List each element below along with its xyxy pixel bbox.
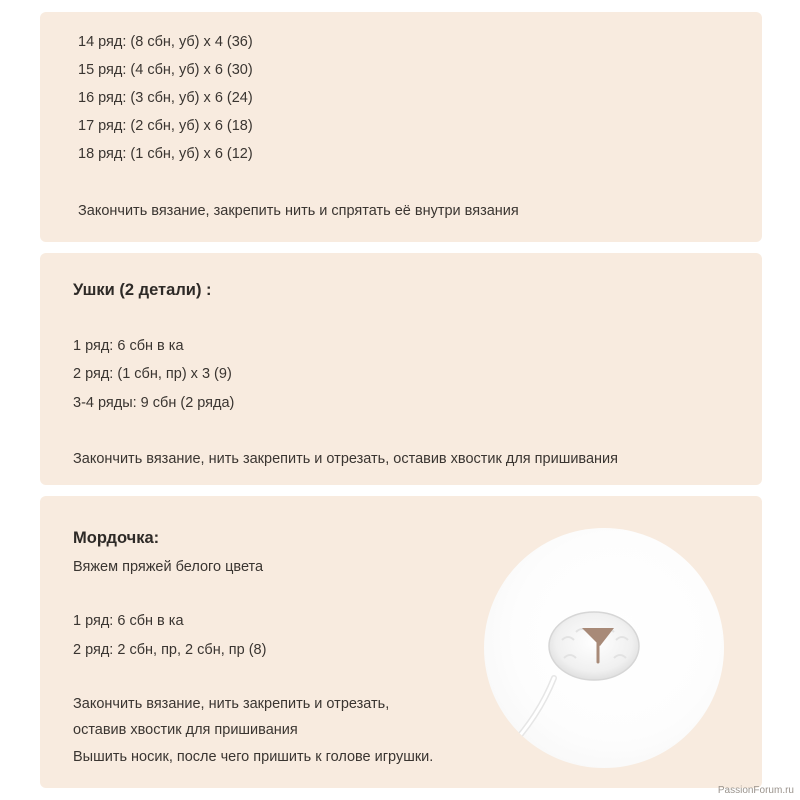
muzzle-photo [484, 528, 724, 768]
section-title-ears: Ушки (2 детали) : [73, 281, 212, 299]
row-line: 16 ряд: (3 сбн, уб) х 6 (24) [78, 90, 253, 106]
row-line: 17 ряд: (2 сбн, уб) х 6 (18) [78, 118, 253, 134]
row-line: 2 ряд: 2 сбн, пр, 2 сбн, пр (8) [73, 642, 267, 658]
finish-instruction: Закончить вязание, нить закрепить и отрезать, оставив хвостик для пришивания [73, 451, 618, 467]
finish-instruction: Закончить вязание, нить закрепить и отрезать, [73, 696, 390, 712]
row-line: 15 ряд: (4 сбн, уб) х 6 (30) [78, 62, 253, 78]
row-line: 14 ряд: (8 сбн, уб) х 4 (36) [78, 34, 253, 50]
row-line: 1 ряд: 6 сбн в ка [73, 338, 184, 354]
row-line: 3-4 ряды: 9 сбн (2 ряда) [73, 395, 235, 411]
row-line: 1 ряд: 6 сбн в ка [73, 613, 184, 629]
row-line: 18 ряд: (1 сбн, уб) х 6 (12) [78, 146, 253, 162]
yarn-note: Вяжем пряжей белого цвета [73, 559, 264, 575]
section-title-muzzle: Мордочка: [73, 529, 160, 547]
finish-instruction: оставив хвостик для пришивания [73, 722, 298, 738]
finish-instruction: Вышить носик, после чего пришить к голове игрушки. [73, 749, 434, 765]
row-line: 2 ряд: (1 сбн, пр) х 3 (9) [73, 366, 232, 382]
finish-instruction: Закончить вязание, закрепить нить и спрятать её внутри вязания [78, 203, 519, 219]
watermark: PassionForum.ru [717, 785, 794, 796]
knitted-muzzle-illustration [484, 528, 724, 768]
